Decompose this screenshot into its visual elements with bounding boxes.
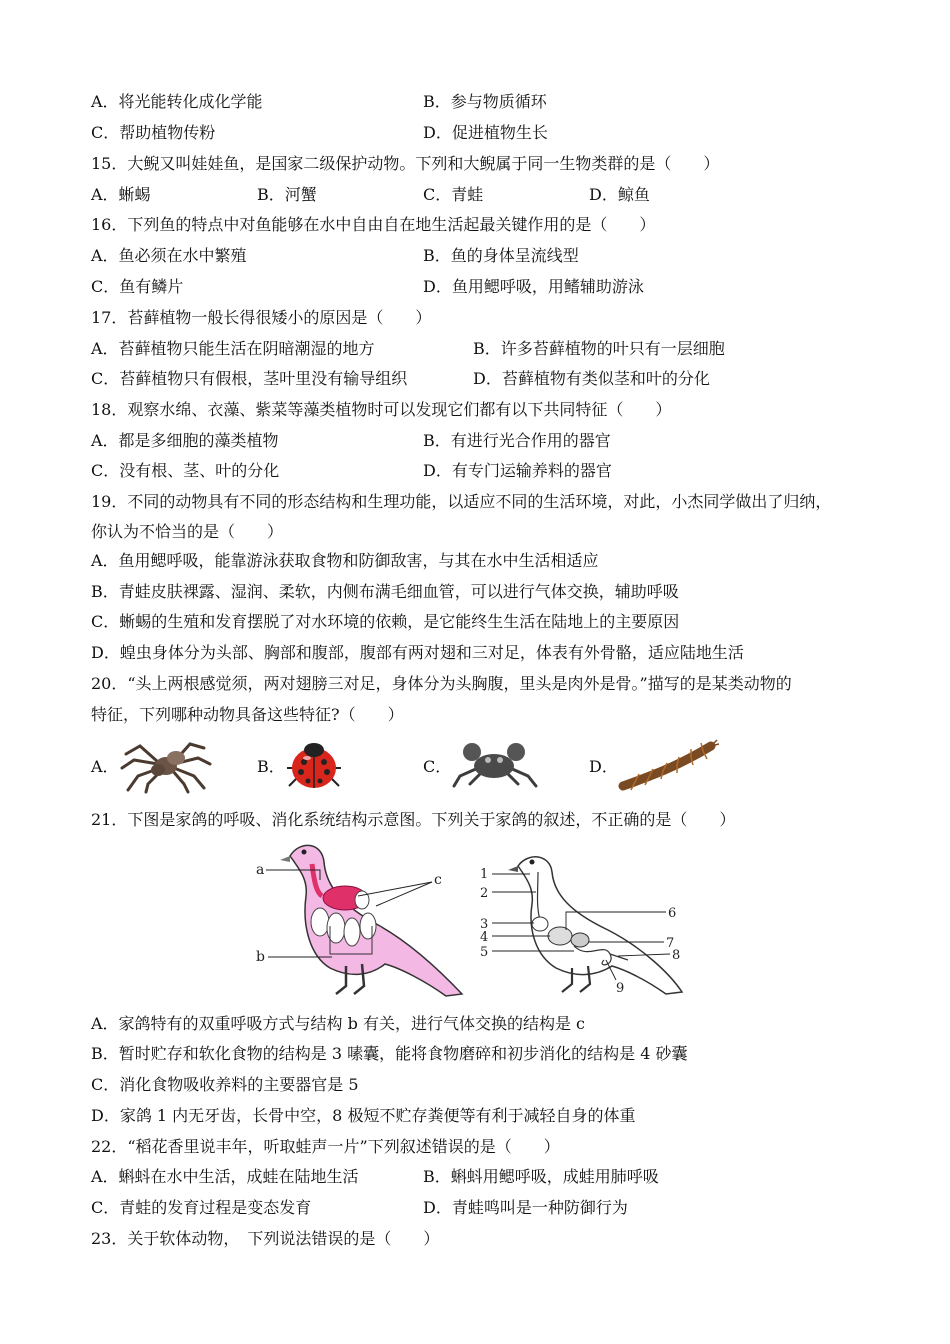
fig-right-label-1: 1	[480, 867, 489, 882]
q14-option-d: D．促进植物生长	[423, 123, 548, 142]
pigeon-diagram-left	[250, 836, 470, 1002]
spider-image	[118, 734, 214, 794]
q22-option-a: A．蝌蚪在水中生活，成蛙在陆地生活	[91, 1167, 359, 1186]
fig-right-label-9: 9	[616, 981, 625, 996]
q17-option-d: D．苔藓植物有类似茎和叶的分化	[473, 369, 710, 388]
q14-option-a: A．将光能转化成化学能	[91, 92, 263, 111]
q17-option-a: A．苔藓植物只能生活在阴暗潮湿的地方	[91, 339, 375, 358]
fig-right-label-8: 8	[672, 948, 681, 963]
q21-option-b: B．暂时贮存和软化食物的结构是 3 嗉囊，能将食物磨碎和初步消化的结构是 4 砂囊	[91, 1044, 688, 1063]
q19-option-b: B．青蛙皮肤裸露、湿润、柔软，内侧布满毛细血管，可以进行气体交换，辅助呼吸	[91, 582, 679, 601]
crab-image	[448, 738, 544, 792]
q20-stem-line2: 特征，下列哪种动物具备这些特征?（ ）	[91, 705, 404, 724]
q17-stem: 17．苔藓植物一般长得很矮小的原因是（ ）	[91, 308, 432, 327]
q15-option-c: C．青蛙	[423, 185, 484, 204]
q20-option-b: B．	[257, 757, 285, 776]
pigeon-diagram-right	[478, 850, 693, 1000]
q21-option-a: A．家鸽特有的双重呼吸方式与结构 b 有关，进行气体交换的结构是 c	[91, 1014, 586, 1033]
q16-option-a: A．鱼必须在水中繁殖	[91, 246, 247, 265]
q19-option-d: D．蝗虫身体分为头部、胸部和腹部，腹部有两对翅和三对足，体表有外骨骼，适应陆地生活	[91, 643, 744, 662]
fig-left-label-c: c	[434, 872, 442, 888]
q18-option-b: B．有进行光合作用的器官	[423, 431, 611, 450]
q21-stem: 21．下图是家鸽的呼吸、消化系统结构示意图。下列关于家鸽的叙述，不正确的是（ ）	[91, 810, 736, 829]
fig-right-label-2: 2	[480, 886, 489, 901]
q15-option-a: A．蜥蜴	[91, 185, 151, 204]
centipede-image	[615, 738, 719, 792]
q15-stem: 15．大鲵又叫娃娃鱼，是国家二级保护动物。下列和大鲵属于同一生物类群的是（ ）	[91, 154, 720, 173]
fig-right-label-6: 6	[668, 906, 677, 921]
ladybug-image	[283, 738, 345, 794]
q23-stem: 23．关于软体动物， 下列说法错误的是（ ）	[91, 1229, 440, 1248]
q16-option-c: C．鱼有鳞片	[91, 277, 184, 296]
q22-option-b: B．蝌蚪用鳃呼吸，成蛙用肺呼吸	[423, 1167, 659, 1186]
q18-stem: 18．观察水绵、衣藻、紫菜等藻类植物时可以发现它们都有以下共同特征（ ）	[91, 400, 672, 419]
q20-option-a: A．	[91, 757, 119, 776]
q19-stem-line1: 19．不同的动物具有不同的形态结构和生理功能，以适应不同的生活环境，对此，小杰同学做出了归纳，	[91, 492, 832, 511]
fig-left-label-a: a	[256, 862, 265, 878]
q14-option-c: C．帮助植物传粉	[91, 123, 216, 142]
q17-option-b: B．许多苔藓植物的叶只有一层细胞	[473, 339, 725, 358]
fig-right-label-5: 5	[480, 945, 489, 960]
q19-option-a: A．鱼用鳃呼吸，能靠游泳获取食物和防御敌害，与其在水中生活相适应	[91, 551, 599, 570]
q22-stem: 22．“稻花香里说丰年，听取蛙声一片”下列叙述错误的是（ ）	[91, 1137, 560, 1156]
q22-option-d: D．青蛙鸣叫是一种防御行为	[423, 1198, 628, 1217]
q20-stem-line1: 20．“头上两根感觉须，两对翅膀三对足，身体分为头胸腹，里头是肉外是骨。”描写的是某类动物的	[91, 674, 792, 693]
q14-option-b: B．参与物质循环	[423, 92, 547, 111]
q17-option-c: C．苔藓植物只有假根，茎叶里没有输导组织	[91, 369, 408, 388]
q19-option-c: C．蜥蜴的生殖和发育摆脱了对水环境的依赖，是它能终生生活在陆地上的主要原因	[91, 612, 680, 631]
q20-option-d: D．	[589, 757, 618, 776]
q21-option-c: C．消化食物吸收养料的主要器官是 5	[91, 1075, 359, 1094]
q16-stem: 16．下列鱼的特点中对鱼能够在水中自由自在地生活起最关键作用的是（ ）	[91, 215, 656, 234]
q21-option-d: D．家鸽 1 内无牙齿，长骨中空，8 极短不贮存粪便等有利于减轻自身的体重	[91, 1106, 636, 1125]
fig-left-label-b: b	[256, 949, 265, 965]
q15-option-d: D．鲸鱼	[589, 185, 650, 204]
q18-option-c: C．没有根、茎、叶的分化	[91, 461, 280, 480]
q22-option-c: C．青蛙的发育过程是变态发育	[91, 1198, 312, 1217]
fig-right-label-3: 3	[480, 917, 489, 932]
q20-option-c: C．	[423, 757, 452, 776]
q16-option-d: D．鱼用鳃呼吸，用鳍辅助游泳	[423, 277, 644, 296]
fig-right-label-4: 4	[480, 930, 489, 945]
q18-option-a: A．都是多细胞的藻类植物	[91, 431, 279, 450]
q16-option-b: B．鱼的身体呈流线型	[423, 246, 579, 265]
q19-stem-line2: 你认为不恰当的是（ ）	[91, 522, 284, 541]
q18-option-d: D．有专门运输养料的器官	[423, 461, 612, 480]
q15-option-b: B．河蟹	[257, 185, 317, 204]
fig-right-label-7: 7	[666, 936, 675, 951]
